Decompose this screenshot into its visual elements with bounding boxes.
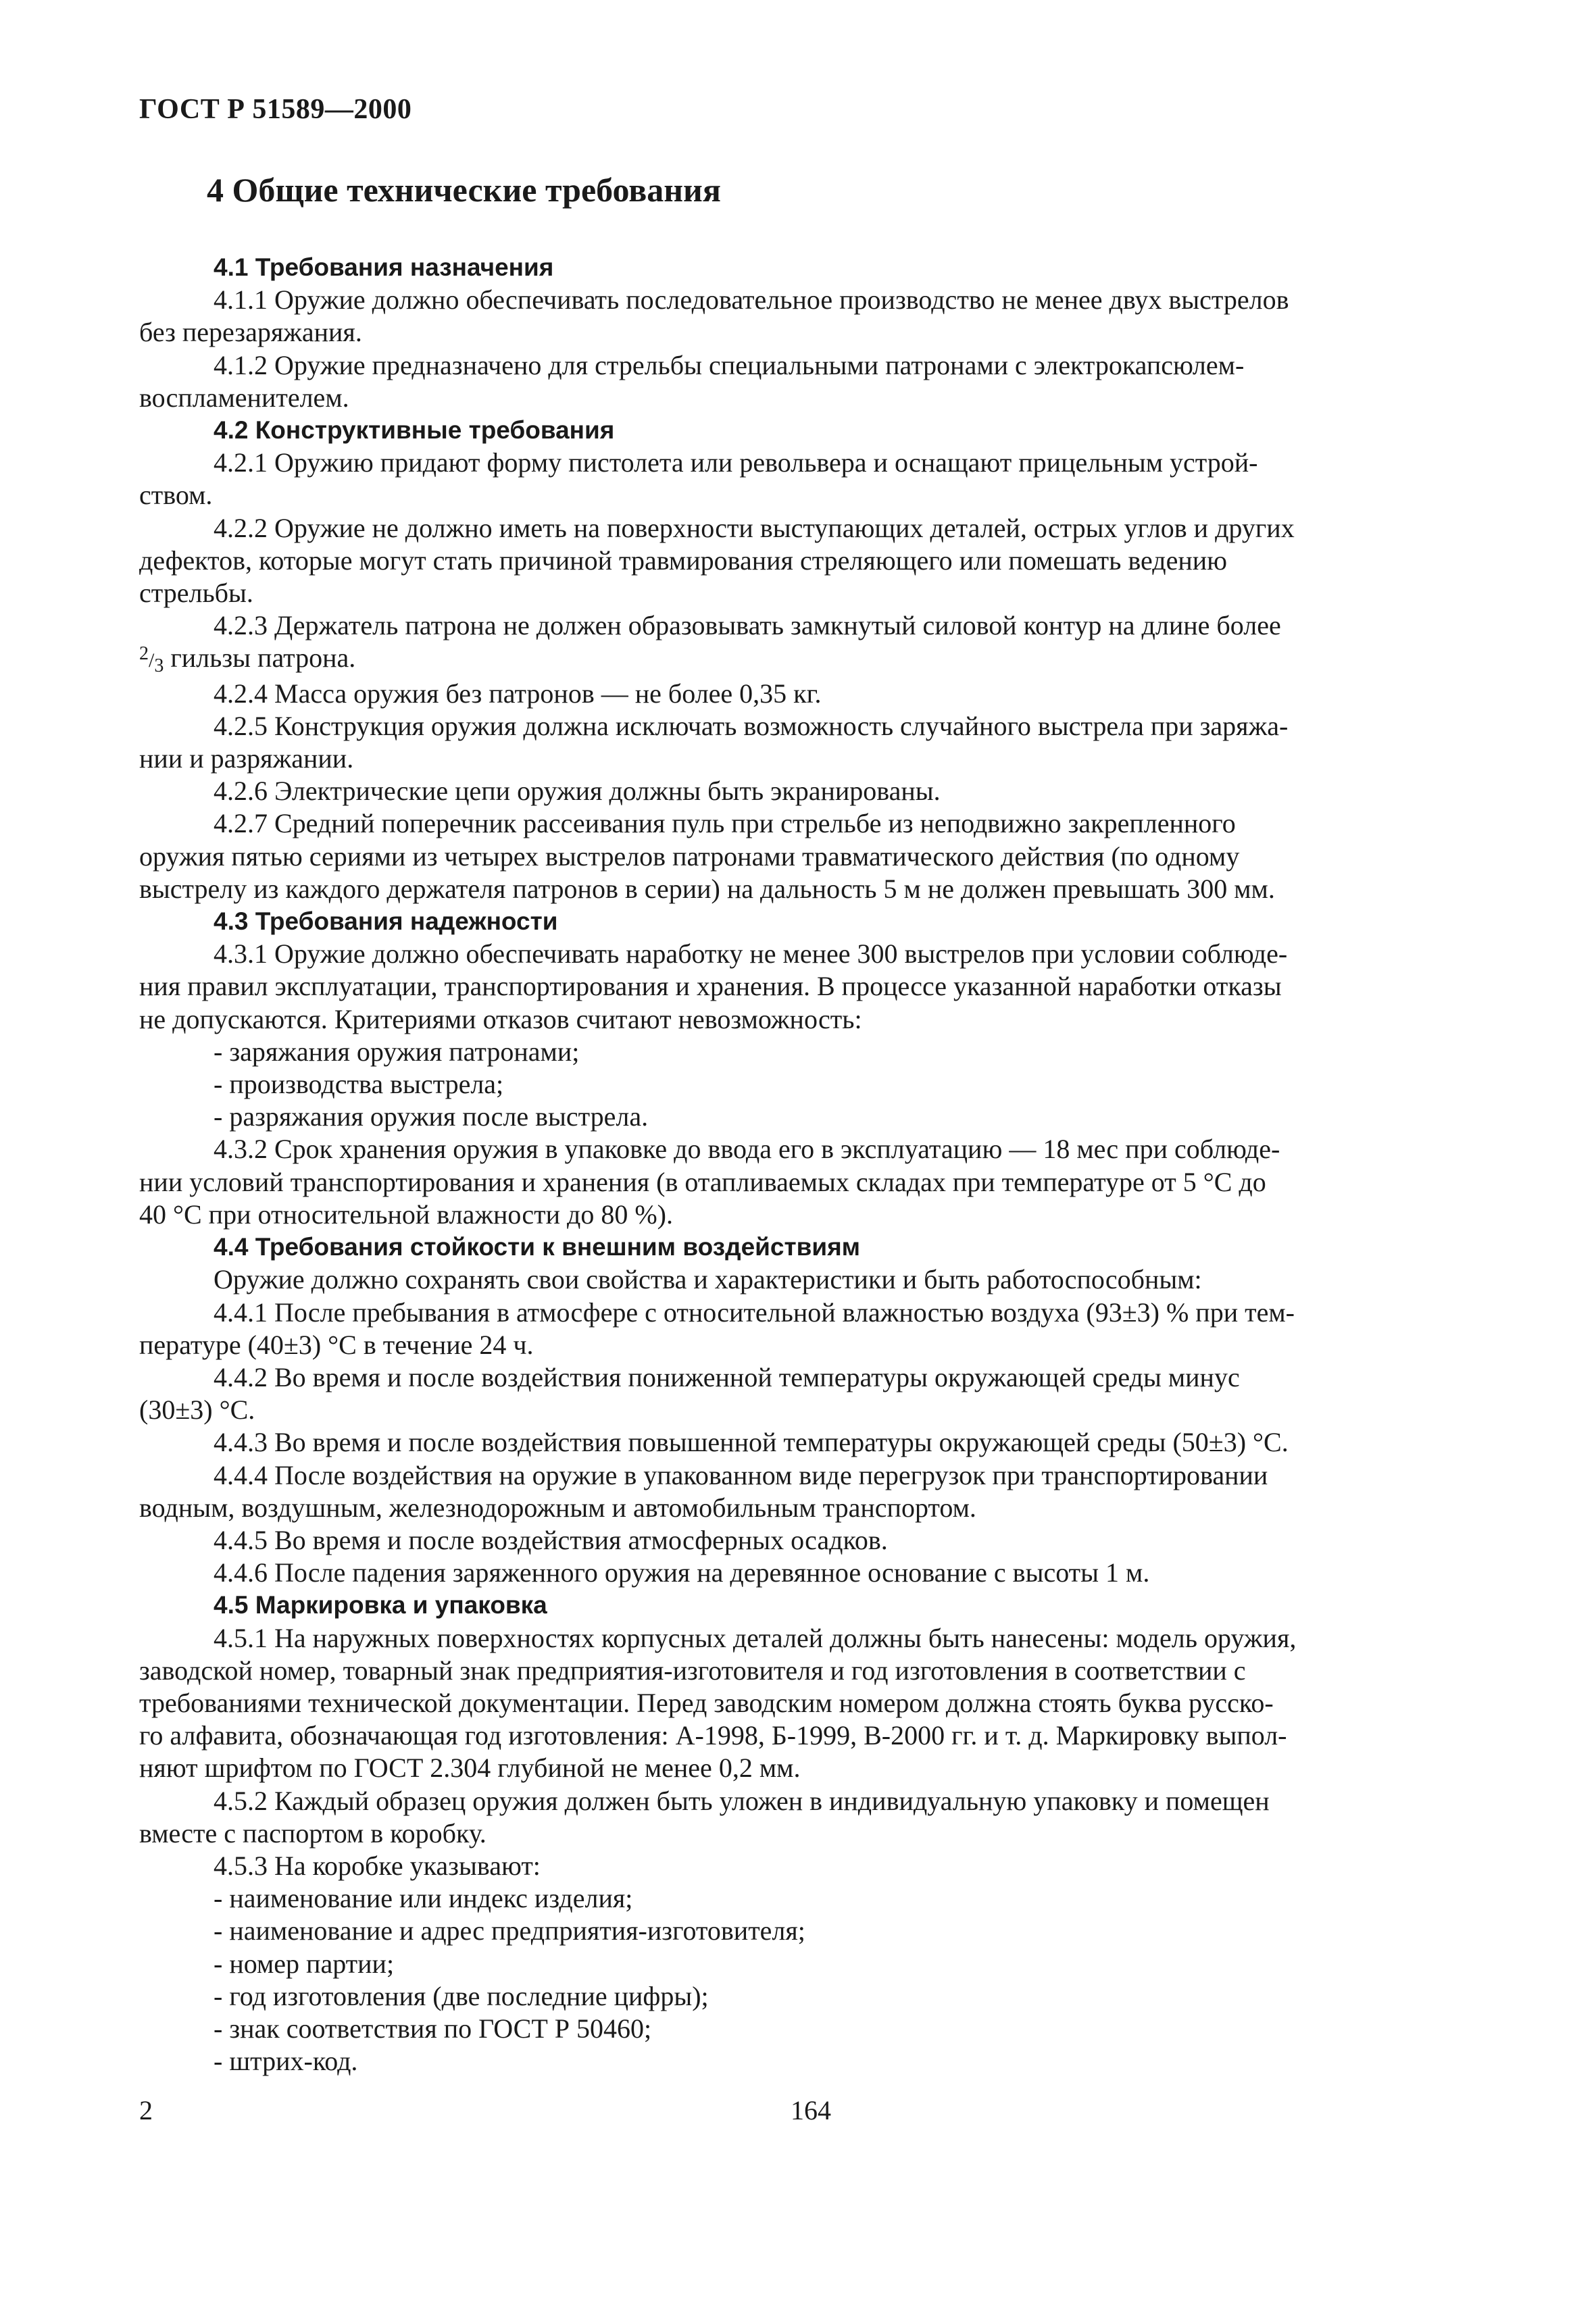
list-item: - штрих-код. — [214, 2046, 358, 2077]
list-item: - номер партии; — [214, 1948, 395, 1979]
page-number-center: 164 — [791, 2095, 831, 2126]
paragraph-line: ния правил эксплуатации, транспортирования и хранения. В процессе указанной наработки отказы — [139, 971, 1282, 1002]
paragraph-line: дефектов, которые могут стать причиной травмирования стреляющего или помешать ведению — [139, 545, 1228, 576]
subsection-heading: 4.4 Требования стойкости к внешним воздействиям — [214, 1233, 861, 1261]
list-item: - знак соответствия по ГОСТ Р 50460; — [214, 2013, 652, 2044]
paragraph-line: 4.5.1 На наружных поверхностях корпусных деталей должны быть нанесены: модель оружия, — [214, 1622, 1297, 1653]
paragraph-line: нии условий транспортирования и хранения (в отапливаемых складах при температуре от 5 °С до — [139, 1166, 1266, 1197]
paragraph-line: 4.4.5 Во время и после воздействия атмосферных осадков. — [214, 1524, 888, 1555]
paragraph-line: оружия пятью сериями из четырех выстрелов патронами травматического действия (по одному — [139, 840, 1240, 872]
paragraph-line: 4.4.1 После пребывания в атмосфере с относительной влажностью воздуха (93±3) % при тем- — [214, 1297, 1295, 1328]
paragraph-line: воспламенителем. — [139, 382, 349, 413]
paragraph-line: пературе (40±3) °С в течение 24 ч. — [139, 1329, 534, 1360]
standard-code-header: ГОСТ Р 51589—2000 — [139, 94, 412, 125]
list-item: - заряжания оружия патронами; — [214, 1036, 580, 1067]
paragraph-line: выстрелу из каждого держателя патронов в серии) на дальность 5 м не должен превышать 300 мм. — [139, 873, 1275, 904]
paragraph-line: 4.1.1 Оружие должно обеспечивать последовательное производство не менее двух выстрелов — [214, 284, 1289, 316]
paragraph-line: 40 °С при относительной влажности до 80 %). — [139, 1199, 673, 1230]
paragraph-line: 4.5.3 На коробке указывают: — [214, 1850, 541, 1881]
paragraph-line: 4.4.6 После падения заряженного оружия на деревянное основание с высоты 1 м. — [214, 1557, 1150, 1588]
paragraph-line: стрельбы. — [139, 578, 253, 609]
paragraph-line: 4.1.2 Оружие предназначено для стрельбы специальными патронами с электрокапсюлем- — [214, 349, 1245, 380]
paragraph-line: го алфавита, обозначающая год изготовления: А-1998, Б-1999, В-2000 гг. и т. д. Маркировку выпол- — [139, 1720, 1287, 1751]
paragraph-line: (30±3) °С. — [139, 1394, 255, 1426]
list-item: - разряжания оружия после выстрела. — [214, 1101, 649, 1132]
paragraph-line: 4.2.7 Средний поперечник рассеивания пуль при стрельбе из неподвижно закрепленного — [214, 808, 1236, 839]
paragraph-line: требованиями технической документации. Перед заводским номером должна стоять буква русско- — [139, 1687, 1274, 1718]
list-item: - наименование и адрес предприятия-изготовителя; — [214, 1915, 805, 1946]
paragraph-line: 4.2.6 Электрические цепи оружия должны быть экранированы. — [214, 776, 941, 807]
paragraph-line: 4.2.4 Масса оружия без патронов — не более 0,35 кг. — [214, 678, 822, 709]
paragraph-line: 4.2.3 Держатель патрона не должен образовывать замкнутый силовой контур на длине более — [214, 610, 1281, 641]
paragraph-line: нии и разряжании. — [139, 743, 354, 774]
paragraph-line: 4.3.1 Оружие должно обеспечивать наработку не менее 300 выстрелов при условии соблюде- — [214, 938, 1288, 970]
paragraph-text: гильзы патрона. — [164, 643, 356, 674]
body-text — [139, 251, 1455, 2078]
paragraph-line: заводской номер, товарный знак предприятия-изготовителя и год изготовления в соответствии с — [139, 1655, 1246, 1686]
list-item: - наименование или индекс изделия; — [214, 1883, 633, 1914]
paragraph-line: водным, воздушным, железнодорожным и автомобильным транспортом. — [139, 1492, 976, 1523]
subsection-heading: 4.5 Маркировка и упаковка — [214, 1591, 547, 1619]
paragraph-line: 4.2.1 Оружию придают форму пистолета или револьвера и оснащают прицельным устрой- — [214, 447, 1258, 478]
paragraph-line: Оружие должно сохранять свои свойства и характеристики и быть работоспособным: — [214, 1264, 1202, 1295]
subsection-heading: 4.1 Требования назначения — [214, 253, 554, 281]
page-number-left: 2 — [139, 2095, 153, 2126]
paragraph-line: без перезаряжания. — [139, 317, 362, 348]
paragraph-line: вместе с паспортом в коробку. — [139, 1817, 487, 1848]
fraction-two-thirds: $^2/_3$ — [139, 643, 164, 677]
paragraph-line: 4.4.2 Во время и после воздействия пониженной температуры окружающей среды минус — [214, 1361, 1240, 1392]
fraction-denominator: 3 — [154, 655, 164, 677]
fraction-numerator: 2 — [139, 643, 149, 665]
list-item: - год изготовления (две последние цифры); — [214, 1980, 709, 2011]
subsection-heading: 4.2 Конструктивные требования — [214, 416, 615, 445]
section-title: 4 Общие технические требования — [207, 171, 721, 209]
paragraph-line: 4.5.2 Каждый образец оружия должен быть уложен в индивидуальную упаковку и помещен — [214, 1785, 1270, 1816]
paragraph-line — [139, 642, 1455, 677]
paragraph-line: 4.3.2 Срок хранения оружия в упаковке до ввода его в эксплуатацию — 18 мес при соблюде- — [214, 1134, 1280, 1165]
paragraph-line: няют шрифтом по ГОСТ 2.304 глубиной не менее 0,2 мм. — [139, 1753, 801, 1784]
paragraph-line: 4.2.2 Оружие не должно иметь на поверхности выступающих деталей, острых углов и других — [214, 512, 1295, 543]
paragraph-line: 4.4.3 Во время и после воздействия повышенной температуры окружающей среды (50±3) °С. — [214, 1427, 1289, 1458]
paragraph-line: 4.4.4 После воздействия на оружие в упакованном виде перегрузок при транспортировании — [214, 1459, 1268, 1490]
list-item: - производства выстрела; — [214, 1069, 504, 1100]
paragraph-line: ством. — [139, 480, 213, 511]
subsection-heading: 4.3 Требования надежности — [214, 907, 558, 936]
paragraph-line: 4.2.5 Конструкция оружия должна исключать возможность случайного выстрела при заряжа- — [214, 710, 1289, 741]
paragraph-line: не допускаются. Критериями отказов считают невозможность: — [139, 1003, 862, 1034]
